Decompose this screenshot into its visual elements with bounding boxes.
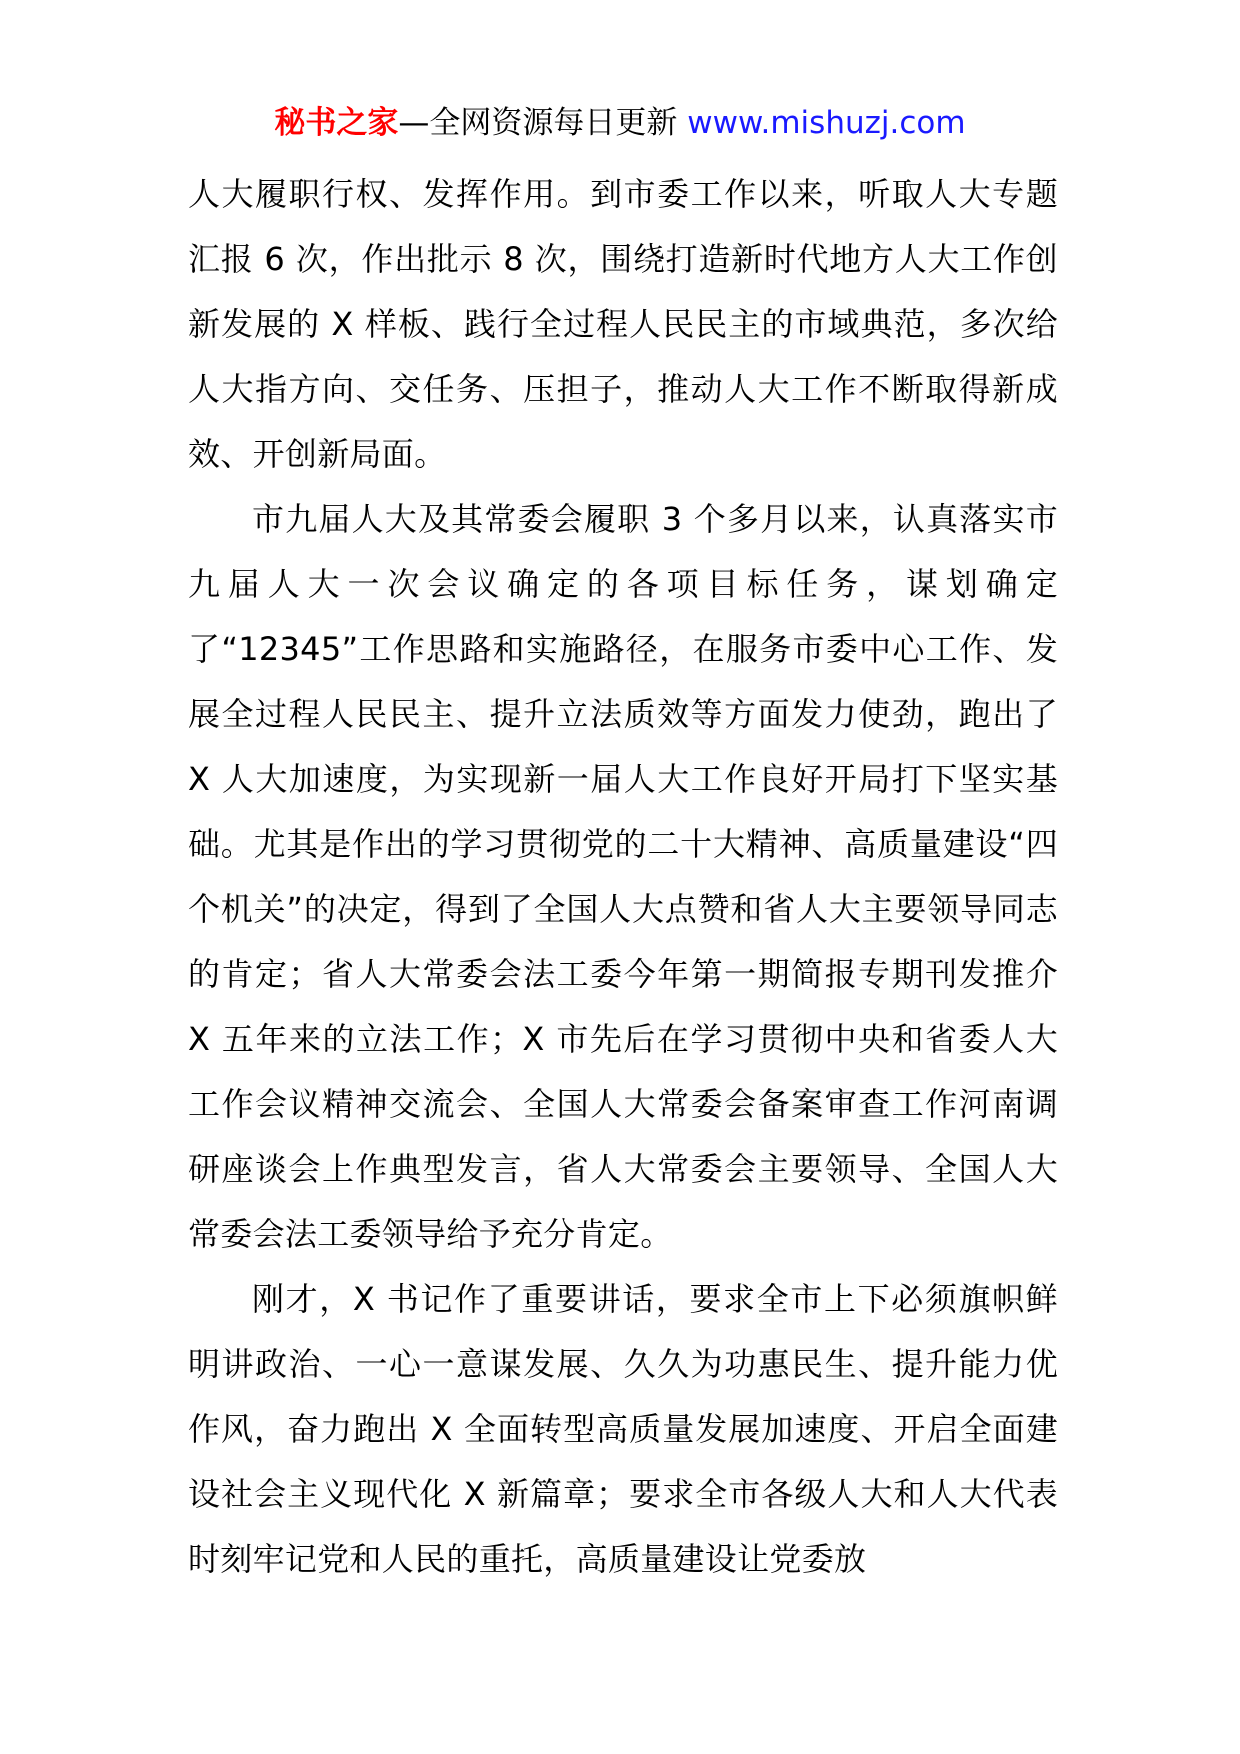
document-body [188, 162, 1058, 1592]
paragraph-continued: 人大履职行权、发挥作用。到市委工作以来，听取人大专题汇报 6 次，作出批示 8 次，围绕打造新时代地方人大工作创新发展的 X 样板、践行全过程人民民主的市域典范，多次给人大指方向、交任务、压担子，推动人大工作不断取得新成效、开创新局面。 [188, 175, 1058, 473]
site-header [0, 100, 1240, 146]
site-brand: 秘书之家 [274, 105, 399, 141]
site-tagline: —全网资源每日更新 [398, 105, 678, 141]
site-url-link[interactable]: www.mishuzj.com [687, 105, 966, 141]
paragraph-3: 刚才，X 书记作了重要讲话，要求全市上下必须旗帜鲜明讲政治、一心一意谋发展、久久为功惠民生、提升能力优作风，奋力跑出 X 全面转型高质量发展加速度、开启全面建设社会主义现代化 X 新篇章；要求全市各级人大和人大代表时刻牢记党和人民的重托，高质量建设让党委放 [188, 1280, 1058, 1578]
paragraph-2: 市九届人大及其常委会履职 3 个多月以来，认真落实市九届人大一次会议确定的各项目标任务，谋划确定了“12345”工作思路和实施路径，在服务市委中心工作、发展全过程人民民主、提升立法质效等方面发力使劲，跑出了 X 人大加速度，为实现新一届人大工作良好开局打下坚实基础。尤其是作出的学习贯彻党的二十大精神、高质量建设“四个机关”的决定，得到了全国人大点赞和省人大主要领导同志的肯定；省人大常委会法工委今年第一期简报专期刊发推介 X 五年来的立法工作；X 市先后在学习贯彻中央和省委人大工作会议精神交流会、全国人大常委会备案审查工作河南调研座谈会上作典型发言，省人大常委会主要领导、全国人大常委会法工委领导给予充分肯定。 [188, 500, 1058, 1253]
